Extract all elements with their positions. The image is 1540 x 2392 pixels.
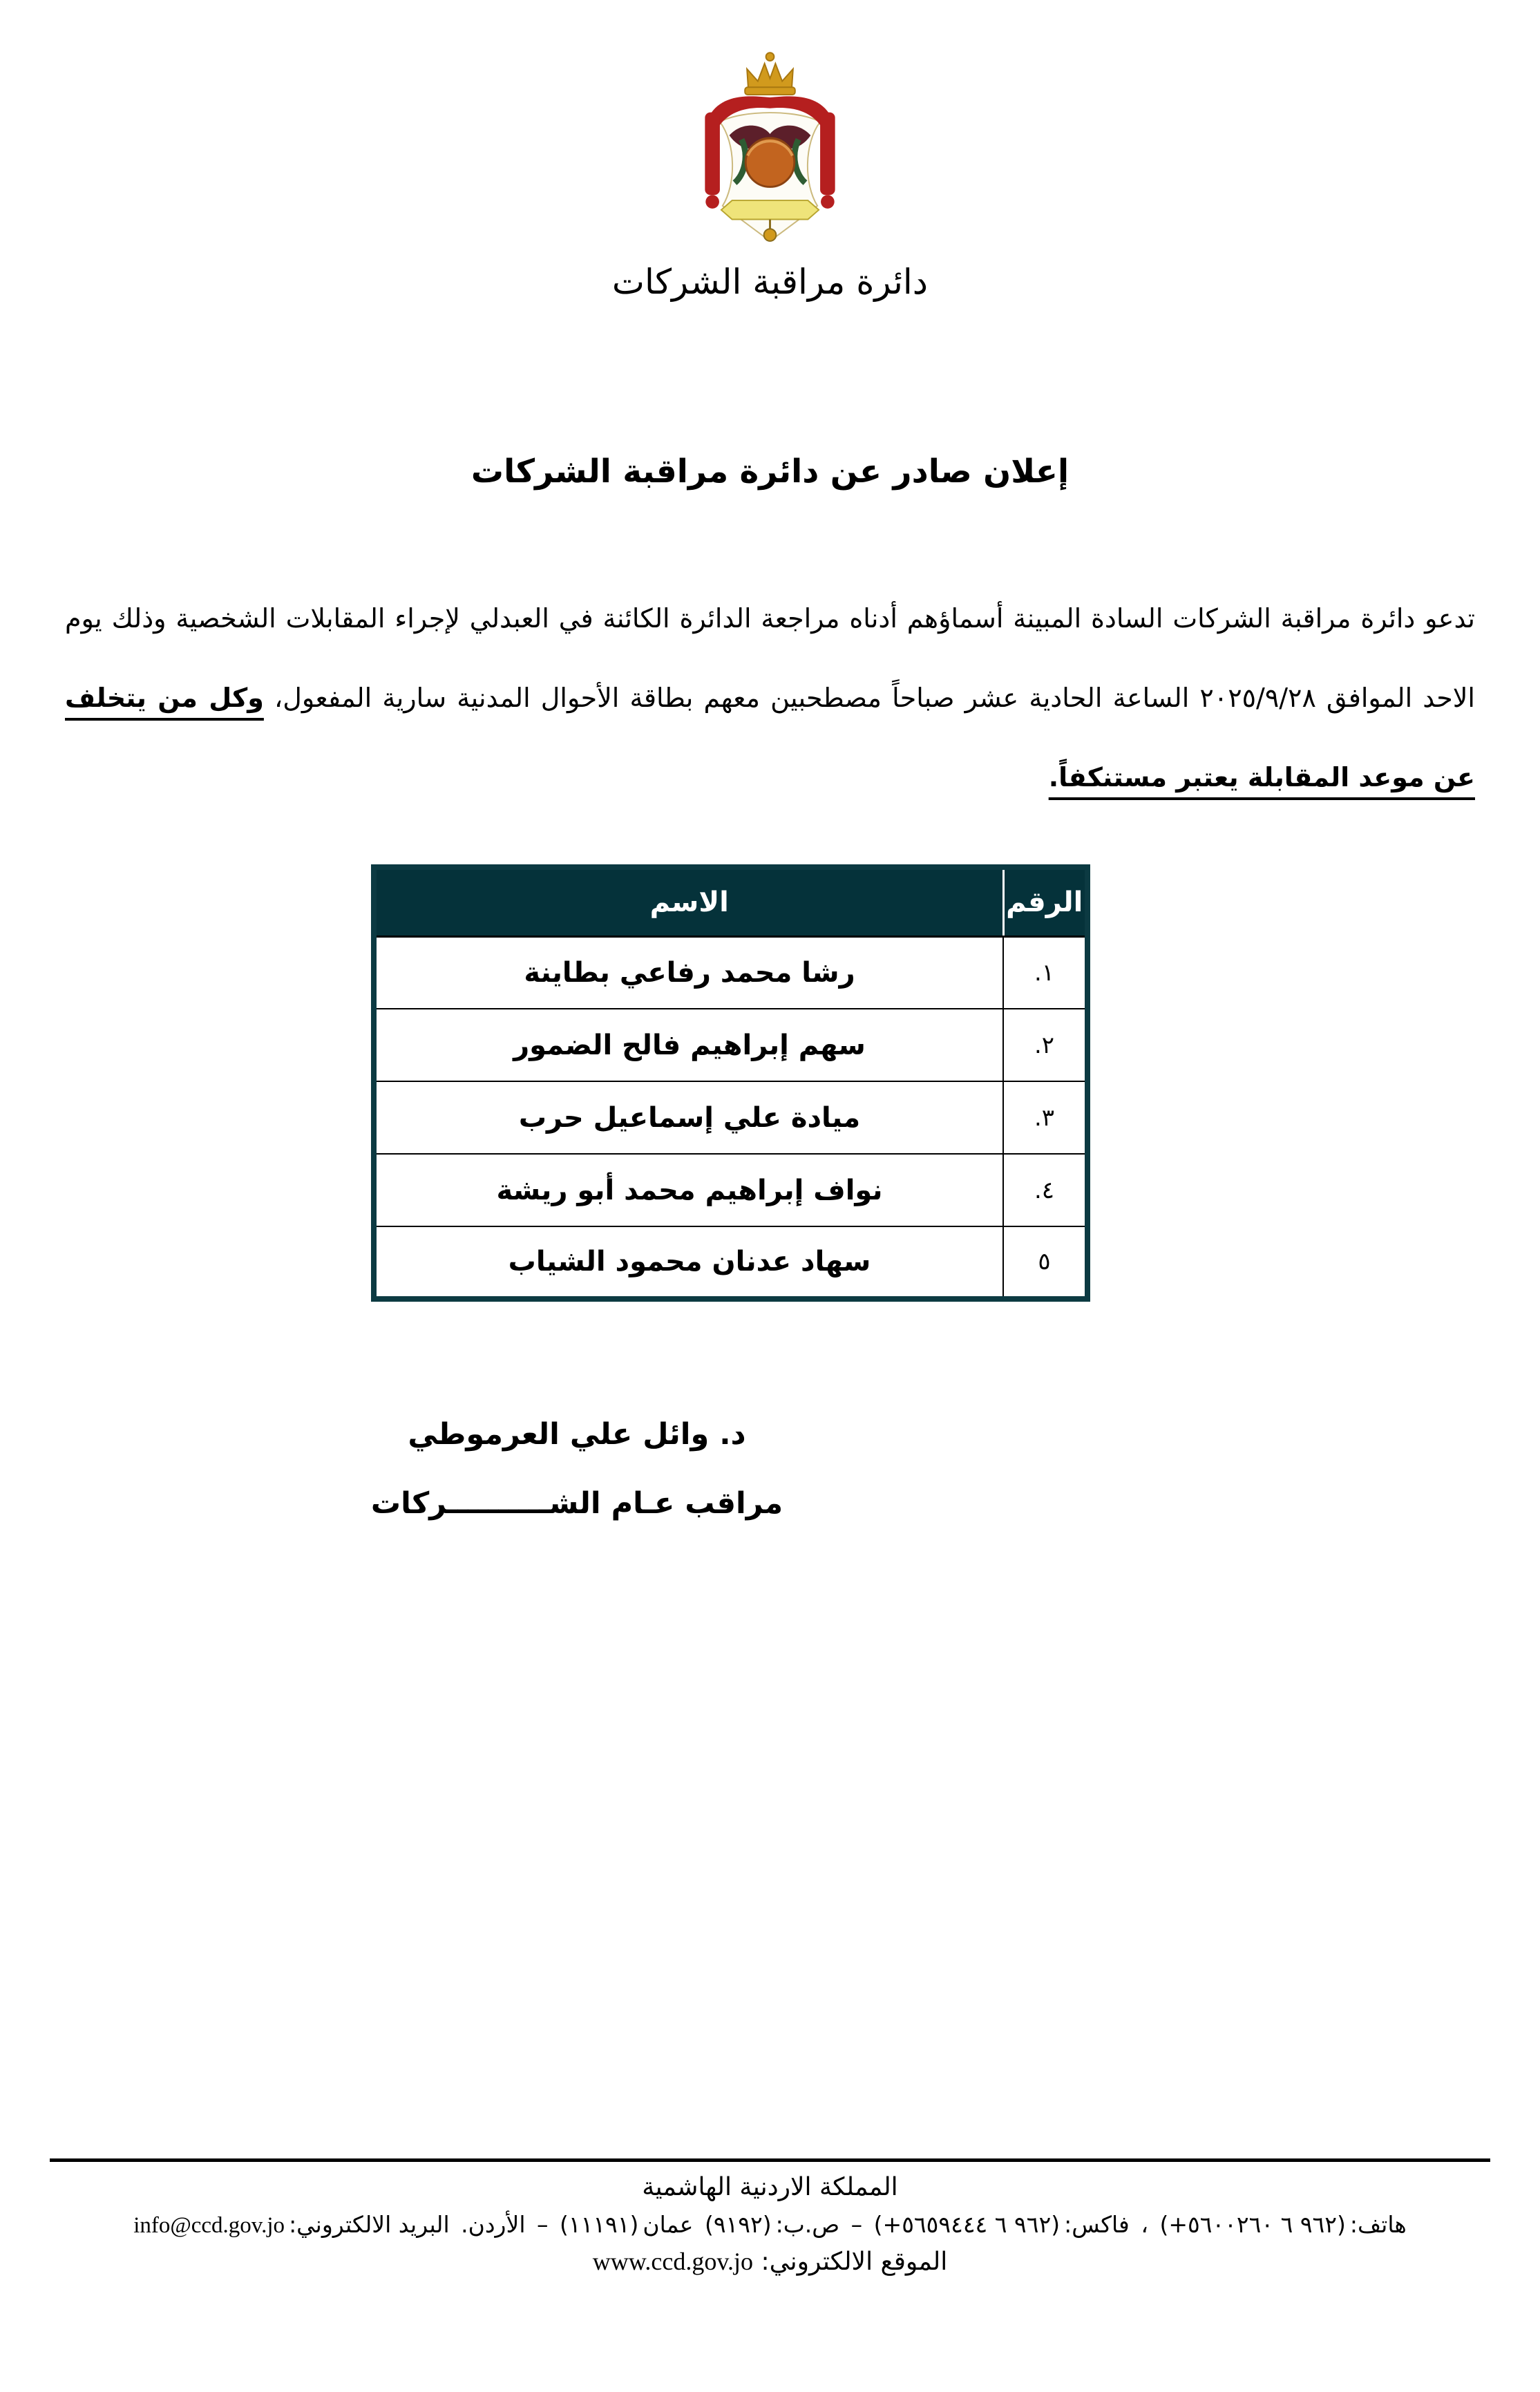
email-label: البريد الالكتروني:	[289, 2211, 450, 2238]
pobox-number: (٩١٩٢)	[704, 2211, 772, 2238]
row-number: ٣.	[1003, 1081, 1087, 1154]
department-name-calligraphy: دائرة مراقبة الشركات	[611, 262, 929, 302]
row-number: ٤.	[1003, 1154, 1087, 1226]
pobox-label: ص.ب:	[775, 2211, 840, 2238]
city-label: عمان	[643, 2211, 694, 2238]
signatory-title: مراقب عـام الشــــــــــركات	[370, 1486, 783, 1521]
table-row	[374, 1154, 1087, 1226]
phone-label: هاتف:	[1349, 2211, 1407, 2238]
website-url: www.ccd.gov.jo	[592, 2248, 753, 2275]
contact-line	[0, 2211, 1540, 2239]
jordan-coat-of-arms-icon	[682, 48, 858, 252]
separator-dash: –	[537, 2211, 549, 2238]
table-row	[374, 1081, 1087, 1154]
email-address: info@ccd.gov.jo	[133, 2213, 285, 2238]
website-line	[0, 2247, 1540, 2276]
row-name: سهم إبراهيم فالح الضمور	[374, 1009, 1003, 1081]
row-name: ميادة علي إسماعيل حرب	[374, 1081, 1003, 1154]
row-number: ١.	[1003, 936, 1087, 1009]
table-header-row	[374, 867, 1087, 936]
separator-dash: –	[850, 2211, 863, 2238]
document-footer	[0, 2158, 1540, 2276]
signature-block	[339, 1400, 815, 1538]
kingdom-name: المملكة الاردنية الهاشمية	[642, 2173, 898, 2201]
separator-comma: ،	[1141, 2211, 1148, 2238]
column-header-name: الاسم	[374, 867, 1003, 936]
names-table	[371, 864, 1090, 1302]
column-header-number: الرقم	[1003, 867, 1087, 936]
table-row	[374, 936, 1087, 1009]
country-label: الأردن.	[461, 2211, 526, 2238]
row-number: ٥	[1003, 1226, 1087, 1299]
footer-divider	[50, 2158, 1490, 2162]
fax-label: فاكس:	[1064, 2211, 1130, 2238]
announcement-paragraph	[65, 579, 1475, 817]
fax-number: (+٩٦٢ ٦ ٥٦٥٩٤٤٤)	[873, 2211, 1061, 2238]
phone-number: (+٩٦٢ ٦ ٥٦٠٠٢٦٠)	[1159, 2211, 1346, 2238]
table-row	[374, 1009, 1087, 1081]
paragraph-text: تدعو دائرة مراقبة الشركات السادة المبينة أسماؤهم أدناه مراجعة الدائرة الكائنة في العبدلي لإجراء المقابلات الشخصية وذلك يوم الاحد الموافق ٢٠٢٥/٩/٢٨ الساعة الحادية عشر صباحاً مصطحبين معهم بطاقة الأحوال المدنية سارية المفعول،	[65, 603, 1475, 713]
signatory-name: د. وائل علي العرموطي	[408, 1417, 746, 1452]
postal-code: (١١١٩١)	[560, 2211, 639, 2238]
website-label: الموقع الالكتروني:	[761, 2248, 948, 2276]
masthead	[0, 0, 1540, 302]
table-row	[374, 1226, 1087, 1299]
paragraph-warning-underlined: وكل من يتخلف عن موعد المقابلة يعتبر مستنكفاً.	[65, 683, 1475, 792]
row-name: نواف إبراهيم محمد أبو ريشة	[374, 1154, 1003, 1226]
row-number: ٢.	[1003, 1009, 1087, 1081]
row-name: سهاد عدنان محمود الشياب	[374, 1226, 1003, 1299]
row-name: رشا محمد رفاعي بطاينة	[374, 936, 1003, 1009]
page-title: إعلان صادر عن دائرة مراقبة الشركات	[470, 453, 1070, 491]
